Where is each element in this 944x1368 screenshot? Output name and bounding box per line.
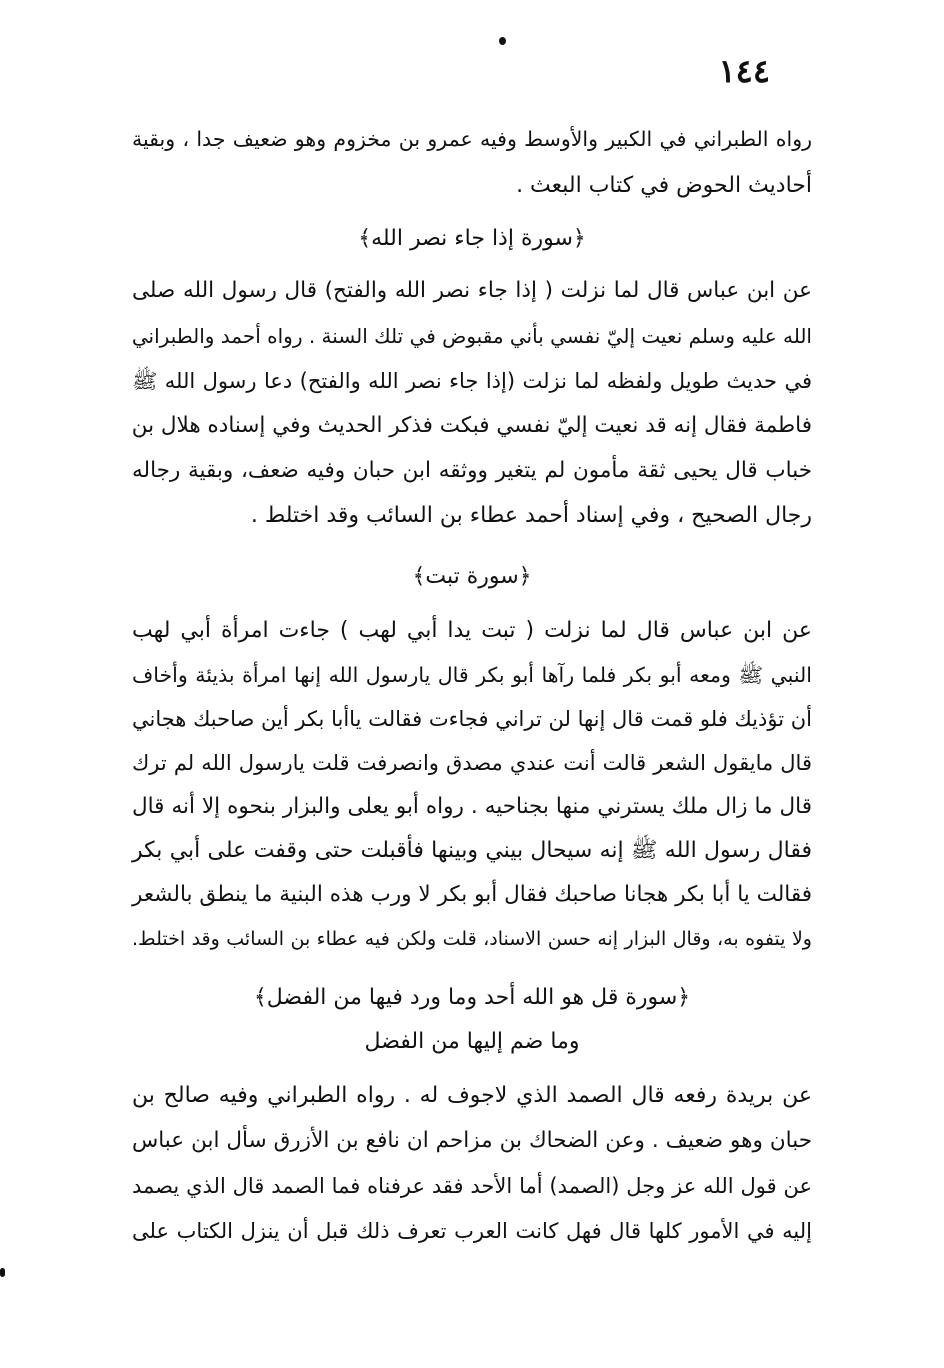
surah-heading-nasr: ﴿سورة إذا جاء نصر الله﴾	[358, 226, 586, 251]
paragraph-surah-masad	[132, 620, 812, 950]
text-line: قال ما زال ملك يسترني منها بجناحيه . رواه أبو يعلى والبزار بنحوه إلا أنه قال	[132, 794, 812, 819]
paragraph-surah-nasr	[132, 280, 812, 527]
text-line: أن تؤذيك فلو قمت قال إنها لن تراني فجاءت فقالت ياأبا بكر أين صاحبك هجاني	[132, 707, 812, 731]
text-line: عن قول الله عز وجل (الصمد) أما الأحد فقد عرفناه فما الصمد قال الذي يصمد	[132, 1174, 812, 1198]
text-line: رجال الصحيح ، وفي إسناد أحمد عطاء بن السائب وقد اختلط .	[250, 503, 812, 528]
text-line: عن ابن عباس قال لما نزلت ( إذا جاء نصر الله والفتح) قال رسول الله صلى	[132, 278, 812, 303]
paragraph-surah-ikhlas	[132, 1085, 812, 1242]
text-line: إليه في الأمور كلها قال فهل كانت العرب تعرف ذلك قبل أن ينزل الكتاب على	[132, 1219, 812, 1243]
ink-dot	[499, 37, 506, 45]
text-line: عن ابن عباس قال لما نزلت ( تبت يدا أبي لهب ) جاءت امرأة أبي لهب	[132, 618, 812, 643]
text-line: خباب قال يحيى ثقة مأمون لم يتغير ووثقه ابن حبان وفيه ضعف، وبقية رجاله	[132, 458, 812, 483]
text-line: حبان وهو ضعيف . وعن الضحاك بن مزاحم ان نافع بن الأزرق سأل ابن عباس	[132, 1128, 812, 1153]
text-line: فاطمة فقال إنه قد نعيت إليّ نفسي فبكت فذكر الحديث وفي إسناده هلال بن	[131, 413, 812, 438]
paragraph-hadith-sources	[132, 128, 812, 197]
ink-mark	[0, 1268, 5, 1277]
surah-heading-ikhlas: ﴿سورة قل هو الله أحد وما ورد فيها من الفضل﴾	[253, 985, 691, 1010]
text-line: في حديث طويل ولفظه لما نزلت (إذا جاء نصر الله والفتح) دعا رسول الله ﷺ	[132, 369, 812, 393]
text-line: ولا يتفوه به، وقال البزار إنه حسن الاسناد، قلت ولكن فيه عطاء بن السائب وقد اختلط.	[132, 928, 812, 950]
page-number: ١٤٤	[718, 52, 770, 90]
text-line: الله عليه وسلم نعيت إليّ نفسي بأني مقبوض في تلك السنة . رواه أحمد والطبراني	[131, 324, 812, 348]
text-line: النبي ﷺ ومعه أبو بكر فلما رآها أبو بكر قال يارسول الله إنها امرأة بذيئة وأخاف	[132, 663, 812, 687]
text-line: رواه الطبراني في الكبير والأوسط وفيه عمرو بن مخزوم وهو ضعيف جدا ، وبقية	[132, 127, 812, 151]
surah-heading-ikhlas-subtitle: وما ضم إليها من الفضل	[364, 1029, 580, 1054]
surah-heading-masad: ﴿سورة تبت﴾	[412, 564, 532, 589]
text-line: أحاديث الحوض في كتاب البعث .	[516, 173, 812, 198]
text-line: عن بريدة رفعه قال الصمد الذي لاجوف له . رواه الطبراني وفيه صالح بن	[132, 1083, 812, 1108]
text-line: قال مايقول الشعر قالت أنت عندي مصدق وانصرفت قلت يارسول الله لم ترك	[132, 751, 812, 775]
text-line: فقال رسول الله ﷺ إنه سيحال بيني وبينها فأقبلت حتى وقفت على أبي بكر	[132, 838, 812, 863]
text-line: فقالت يا أبا بكر هجانا صاحبك فقال أبو بكر لا ورب هذه البنية ما ينطق بالشعر	[132, 882, 812, 907]
